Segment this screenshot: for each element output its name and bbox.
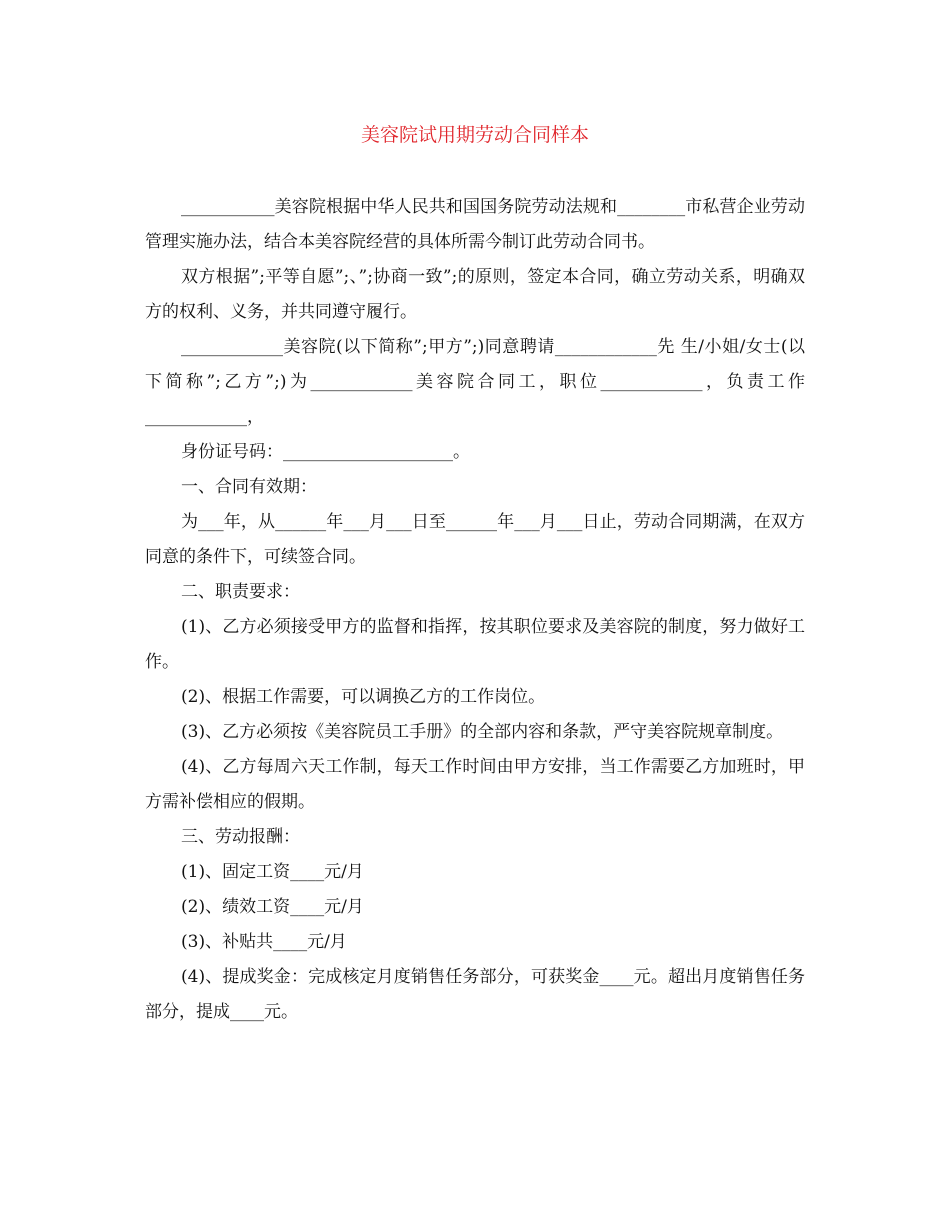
- list-item-pay-2: (2)、绩效工资____元/月: [181, 897, 364, 917]
- paragraph-principles: 双方根据”;平等自愿”;、”;协商一致”;的原则，签定本合同，确立劳动关系，明确双方的权利、义务，并共同遵守履行。: [145, 267, 805, 322]
- list-item-pay-3: (3)、补贴共____元/月: [181, 932, 347, 952]
- document-body: [145, 190, 805, 1030]
- section-heading-pay: 三、劳动报酬：: [181, 827, 300, 847]
- section-heading-duties: 二、职责要求：: [181, 582, 300, 602]
- list-item-duty-3: (3)、乙方必须按《美容院员工手册》的全部内容和条款，严守美容院规章制度。: [181, 722, 784, 742]
- paragraph-id-number: 身份证号码：____________________。: [181, 442, 470, 462]
- list-item-pay-4: (4)、提成奖金：完成核定月度销售任务部分，可获奖金____元。超出月度销售任务部分，提成____元。: [145, 967, 805, 1022]
- paragraph-preamble: ___________美容院根据中华人民共和国国务院劳动法规和________市私营企业劳动管理实施办法，结合本美容院经营的具体所需今制订此劳动合同书。: [145, 197, 805, 252]
- list-item-duty-2: (2)、根据工作需要，可以调换乙方的工作岗位。: [181, 687, 546, 707]
- list-item-pay-1: (1)、固定工资____元/月: [181, 862, 364, 882]
- list-item-duty-1: (1)、乙方必须接受甲方的监督和指挥，按其职位要求及美容院的制度，努力做好工作。: [145, 617, 805, 672]
- section-heading-term: 一、合同有效期：: [181, 477, 317, 497]
- paragraph-parties: ____________美容院(以下简称”;甲方”;)同意聘请____________先 生/小姐/女士(以下简称”;乙方”;)为____________美容院合同工，职位____________，负责工作____________，: [145, 337, 805, 427]
- document-title: 美容院试用期劳动合同样本: [360, 124, 589, 146]
- paragraph-term: 为___年，从______年___月___日至______年___月___日止，劳动合同期满，在双方同意的条件下，可续签合同。: [145, 512, 805, 567]
- list-item-duty-4: (4)、乙方每周六天工作制，每天工作时间由甲方安排，当工作需要乙方加班时，甲方需补偿相应的假期。: [145, 757, 805, 812]
